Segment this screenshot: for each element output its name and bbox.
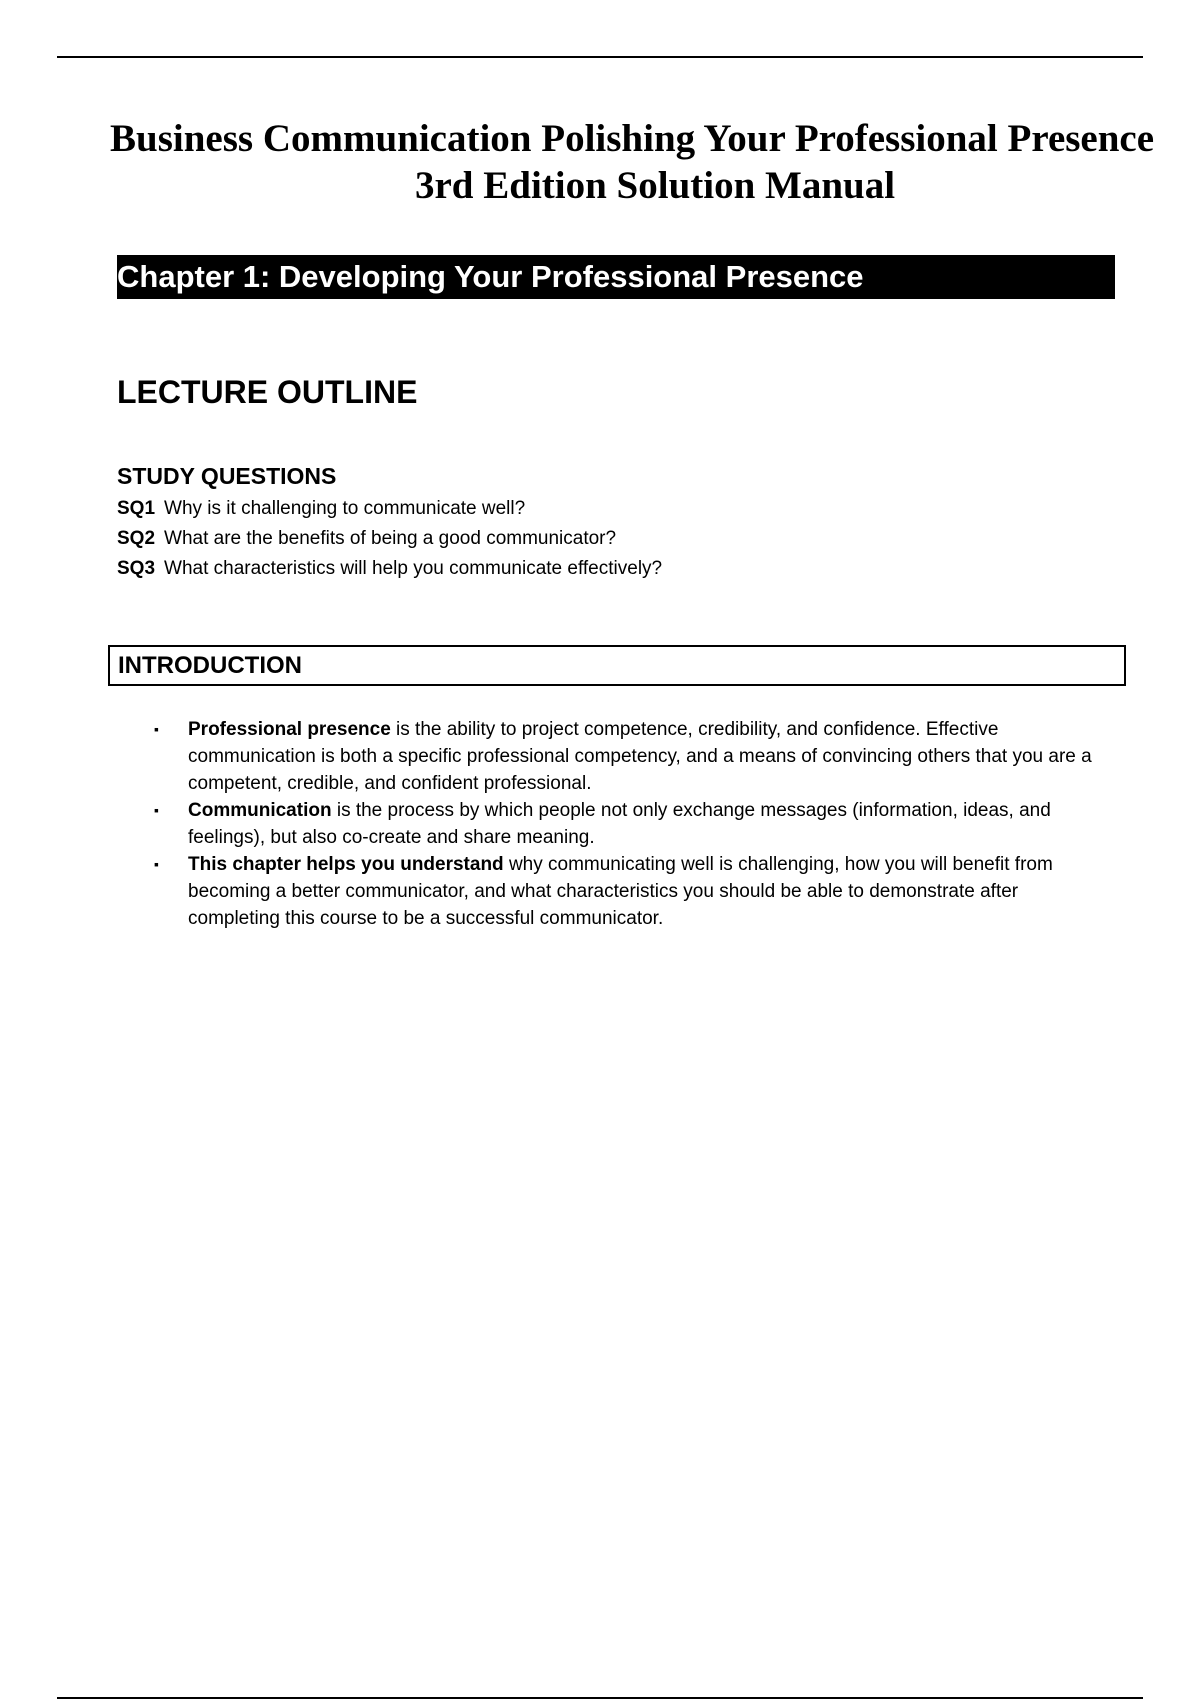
introduction-bullet-item (150, 797, 1105, 851)
bullet-lead-term: Professional presence (188, 719, 391, 740)
document-title (110, 115, 1200, 209)
study-question-item (117, 524, 662, 554)
study-question-text: Why is it challenging to communicate well? (164, 498, 526, 519)
introduction-bullet-item (150, 851, 1105, 932)
introduction-bullet-list (150, 716, 1105, 932)
study-question-text: What characteristics will help you communicate effectively? (164, 558, 663, 579)
introduction-bullet-item (150, 716, 1105, 797)
top-rule (57, 56, 1143, 58)
study-question-code: SQ2 (117, 528, 156, 549)
bottom-rule (57, 1697, 1143, 1699)
study-questions-heading: STUDY QUESTIONS (117, 463, 337, 489)
square-bullet-icon: ▪ (154, 802, 159, 818)
study-questions-list (117, 494, 662, 584)
study-question-text: What are the benefits of being a good communicator? (164, 528, 617, 549)
bullet-body-text: is the process by which people not only exchange messages (information, ideas, and feelings), but also co-create and share meaning. (188, 800, 1051, 848)
document-title-line2: 3rd Edition Solution Manual (415, 164, 896, 207)
square-bullet-icon: ▪ (154, 721, 159, 737)
lecture-outline-heading: LECTURE OUTLINE (117, 374, 418, 410)
study-question-item (117, 554, 662, 584)
study-question-code: SQ1 (117, 498, 156, 519)
bullet-lead-term: Communication (188, 800, 332, 821)
chapter-banner: Chapter 1: Developing Your Professional Presence (117, 255, 1115, 299)
document-title-line1: Business Communication Polishing Your Professional Presence (110, 117, 1155, 160)
bullet-body-text: is the ability to project competence, credibility, and confidence. Effective communication is both a specific professional competency, and a means of convincing others that you are a competent, credible, and confident professional. (188, 719, 1092, 794)
square-bullet-icon: ▪ (154, 856, 159, 872)
bullet-lead-term: This chapter helps you understand (188, 854, 504, 875)
introduction-heading: INTRODUCTION (108, 645, 1126, 686)
study-question-item (117, 494, 662, 524)
study-question-code: SQ3 (117, 558, 156, 579)
bullet-body-text: why communicating well is challenging, how you will benefit from becoming a better communicator, and what characteristics you should be able to demonstrate after completing this course to be a successful communicator. (188, 854, 1053, 929)
